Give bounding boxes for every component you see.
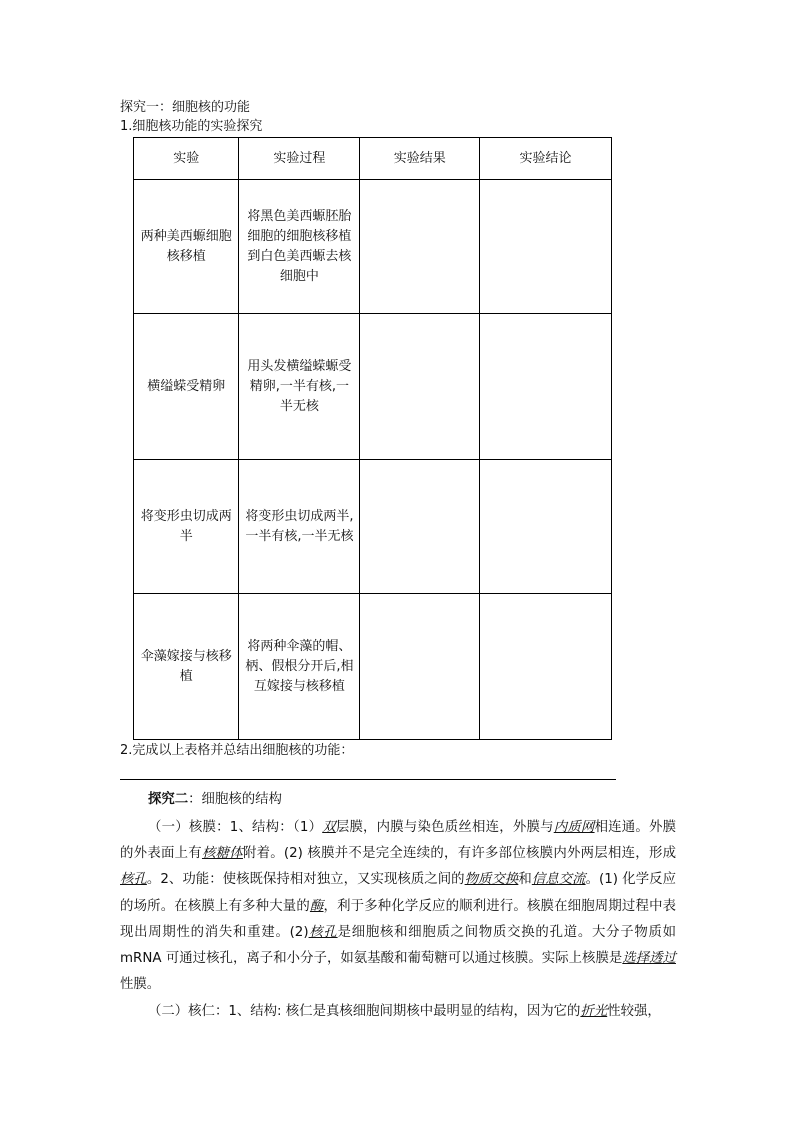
answer-blank: 核孔 <box>120 872 147 888</box>
cell-process: 用头发横缢蝾螈受精卵,一半有核,一半无核 <box>239 314 360 460</box>
text-run: 。2、功能：使核既保持相对独立，又实现核质之间的 <box>146 872 465 888</box>
text-run: 性较强， <box>607 1004 661 1019</box>
text-run: 附着。(2) 核膜并不是完全连续的，有许多部位核膜内外两层相连，形成 <box>242 846 676 862</box>
cell-experiment: 横缢蝾受精卵 <box>134 314 239 460</box>
answer-blank: 内质网 <box>553 820 595 835</box>
section1-subheading: 1.细胞核功能的实验探究 <box>120 119 263 134</box>
text-run: 是细胞核和细胞质之间物质交换的孔道。大分子物质如 mRNA 可通过核孔，离子和小分子，如氨基酸和葡萄糖可以通过核膜。实际上核膜是 <box>120 924 677 967</box>
section2-heading-rest: ：细胞核的结构 <box>188 792 282 807</box>
cell-experiment: 两种美西螈细胞核移植 <box>134 180 239 314</box>
text-run: 性膜。 <box>120 977 161 993</box>
cell-process: 将黑色美西螈胚胎细胞的细胞核移植到白色美西螈去核细胞中 <box>239 180 360 314</box>
table-row <box>134 460 612 594</box>
cell-result[interactable] <box>360 180 480 314</box>
text-run: ，利于多种化学反应的顺利进行。核膜在细胞周期过程中表现出周期性的消失和重建。(2) <box>120 898 677 940</box>
answer-blank: 信息交流 <box>531 872 586 888</box>
header-process: 实验过程 <box>239 138 360 180</box>
answer-blank: 核糖体 <box>201 846 243 862</box>
section1-heading: 探究一：细胞核的功能 <box>120 100 251 115</box>
table-row <box>134 180 612 314</box>
header-conclusion: 实验结论 <box>480 138 612 180</box>
header-result: 实验结果 <box>360 138 480 180</box>
cell-conclusion[interactable] <box>480 460 612 594</box>
table-header-row <box>134 138 612 180</box>
cell-process: 将变形虫切成两半, 一半有核,一半无核 <box>239 460 360 594</box>
cell-conclusion[interactable] <box>480 594 612 740</box>
header-experiment: 实验 <box>134 138 239 180</box>
text-run: （一）核膜：1、结构：（1） <box>148 820 323 835</box>
cell-result[interactable] <box>360 594 480 740</box>
answer-line[interactable] <box>120 779 616 780</box>
answer-blank: 双 <box>322 820 336 835</box>
cell-process: 将两种伞藻的帽、柄、假根分开后,相互嫁接与核移植 <box>239 594 360 740</box>
nucleolus-paragraph <box>120 999 676 1025</box>
cell-result[interactable] <box>360 460 480 594</box>
cell-conclusion[interactable] <box>480 314 612 460</box>
text-run: （二）核仁：1、结构: 核仁是真核细胞间期核中最明显的结构，因为它的 <box>148 1004 581 1019</box>
nuclear-envelope-paragraph <box>120 815 676 998</box>
answer-blank: 折光 <box>580 1004 608 1019</box>
experiment-table <box>133 137 612 740</box>
text-run: 层膜，内膜与染色质丝相连，外膜与 <box>335 820 554 835</box>
table-row <box>134 314 612 460</box>
cell-conclusion[interactable] <box>480 180 612 314</box>
text-run: 。(1) 化学反应的场所。在核膜上有多种大量的 <box>120 872 677 914</box>
answer-blank: 物质交换 <box>464 872 519 888</box>
section2-heading-bold: 探究二 <box>148 792 189 807</box>
answer-blank: 核孔 <box>308 924 338 940</box>
text-run: 和 <box>518 872 532 888</box>
cell-experiment: 伞藻嫁接与核移植 <box>134 594 239 740</box>
table-row <box>134 594 612 740</box>
answer-blank: 酶 <box>309 898 324 914</box>
answer-blank: 选择透过 <box>622 951 676 967</box>
section2-heading <box>148 790 282 810</box>
text-run: 相连通。外膜的外表面上有 <box>120 820 677 862</box>
cell-result[interactable] <box>360 314 480 460</box>
task2-prompt: 2.完成以上表格并总结出细胞核的功能： <box>120 743 354 758</box>
cell-experiment: 将变形虫切成两半 <box>134 460 239 594</box>
